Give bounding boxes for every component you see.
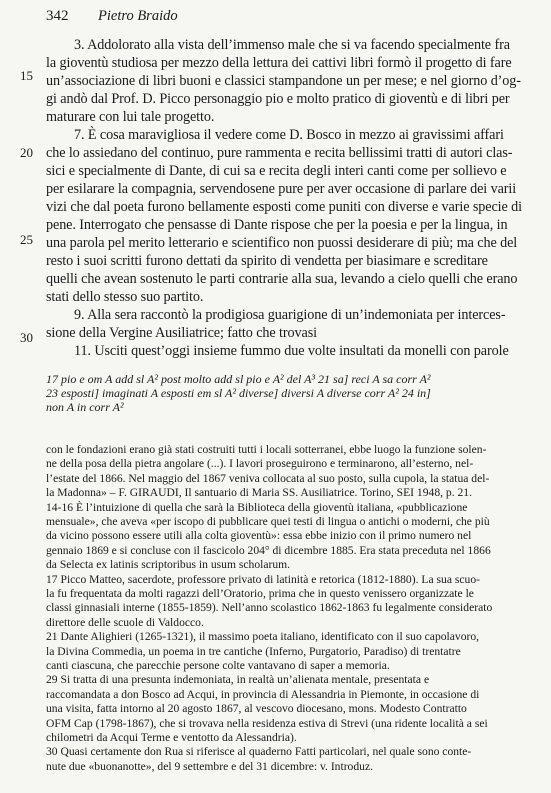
text-line: 9. Alla sera raccontò la prodigiosa guarigione di un’indemoniata per interces- [74,307,506,323]
note-line: con le fondazioni erano già stati costruiti tutti i locali sotterranei, ebbe luogo la funzione solen- [46,443,487,456]
text-line: resto i suoi scritti furono dettati da spirito di vendetta per biasimare e screditare [46,253,488,269]
note-line: raccomandata a don Bosco ad Acqui, in provincia di Alessandria in Piemonte, in occasione di [46,687,480,701]
note-line: la fu frequentata da molti ragazzi dell’Oratorio, prima che in questo venissero organizzate le [46,587,474,600]
text-line: che lo assiedano del continuo, pure rammenta e recita bellissimi tratti di autori clas- [46,145,513,161]
text-line: 11. Usciti quest’oggi insieme fummo due volte insultati da monelli con parole [74,343,509,359]
note-line: l’estate del 1866. Nel maggio del 1867 veniva collocata al suo posto, sulla cupola, la statua del- [46,471,490,485]
note-line: OFM Cap (1798-1867), che si trovava nella residenza estiva di Strevi (una ridente località a sei [46,716,488,730]
text-line: stati dello stesso suo partito. [46,289,204,305]
text-line: vizi che dal poeta furono bellamente esposti come puniti con diverse e varie specie di [46,199,522,215]
text-line: un’associazione di libri buoni e classici stampandone un per mese; e nel giorno d’og- [46,73,521,89]
note-line: 14-16 È l’intuizione di quella che sarà la Biblioteca della gioventù italiana, «pubblicazione [46,500,468,514]
note-line: gennaio 1869 e si concluse con il fascicolo 204° di dicembre 1885. Era stata preceduta nel 1866 [46,543,491,557]
note-line: direttore delle scuole di Valdocco. [46,615,204,629]
running-head: Pietro Braido [98,8,178,24]
note-line: mensuale», che aveva «per iscopo di pubblicare quei testi di lingua o antichi o moderni, che più [46,515,490,528]
note-line: da vicino possono essere utili alla colta gioventù»: essa ebbe inizio con il primo numero nel [46,529,472,543]
text-line: la gioventù studiosa per mezzo della lettura dei cattivi libri formò il progetto di fare [46,55,512,71]
note-line: la Madonna» – F. GIRAUDI, Il santuario di Maria SS. Ausiliatrice. Torino, SEI 1948, p. 21. [46,486,473,500]
text-line: per esilarare la compagnia, servendosene pure per aver occasione di parlare dei varii [46,181,517,197]
note-line: la Divina Commedia, un poema in tre cantiche (Inferno, Purgatorio, Paradiso) di trentatre [46,644,461,658]
apparatus-line: 23 esposti] imaginati A esposti em sl A² diverse] diversi A diverse corr A² 24 in] [46,386,431,400]
line-number: 25 [20,232,33,247]
text-line: sici e specialmente di Dante, di cui sa e recita degli interi canti come per sollievo e [46,163,507,179]
text-line: gi andò dal Prof. D. Picco personaggio pio e molto pratico di gioventù e di libri per [46,91,510,107]
note-line: canti ciascuna, che parecchie persone colte vantavano di saper a memoria. [46,659,390,672]
apparatus-line: 17 pio e om A add sl A² post molto add sl pio e A² del A³ 21 sa] reci A sa corr A² [46,372,431,386]
text-line: maturare con lui tale progetto. [46,109,215,125]
text-line: 3. Addolorato alla vista dell’immenso male che si va facendo specialmente fra [74,37,510,53]
note-line: 29 Si tratta di una presunta indemoniata, in realtà un’alienata mentale, presentata e [46,673,430,687]
text-line: una parola pel merito letterario e scientifico non puossi desiderare di più; ma che del [46,235,518,251]
page-number: 342 [46,8,69,24]
text-line: 7. È cosa maravigliosa il vedere come D. Bosco in mezzo ai gravissimi affari [74,127,504,143]
text-line: sione della Vergine Ausiliatrice; fatto che trovasi [46,325,317,341]
note-line: una visita, fatta intorno al 20 agosto 1867, al vescovo diocesano, mons. Modesto Contratto [46,702,467,716]
apparatus-line: non A in corr A² [46,400,124,414]
note-line: da Selecta ex latinis scriptoribus in usum scholarum. [46,558,291,572]
text-line: pene. Interrogato che pensasse di Dante rispose che per la poesia e per la lingua, in [46,217,508,233]
line-number: 20 [20,145,33,160]
note-line: ne della posa della pietra angolare (...). I lavori proseguirono e terminarono, all’esterno, nel- [46,457,474,471]
note-line: 30 Quasi certamente don Rua si riferisce al quaderno Fatti particolari, nel quale sono conte- [46,745,472,759]
line-number: 30 [20,330,33,345]
note-line: 17 Picco Matteo, sacerdote, professore privato di latinità e retorica (1812-1880). La sua scuo- [46,572,480,586]
note-line: chilometri da Acqui Terme e ventotto da Alessandria). [46,731,297,744]
note-line: nute due «buonanotte», del 9 settembre e del 31 dicembre: v. Introduz. [46,759,373,773]
note-line: 21 Dante Alighieri (1265-1321), il massimo poeta italiano, identificato con il suo capolavoro, [46,630,480,644]
text-line: quelli che avean sostenuto le parti contrarie alla sua, levando a cielo quelli che erano [46,271,518,287]
line-number: 15 [20,68,33,83]
note-line: classi ginnasiali interne (1855-1859). Nell’anno scolastico 1862-1863 fu legalmente considerato [46,601,493,615]
